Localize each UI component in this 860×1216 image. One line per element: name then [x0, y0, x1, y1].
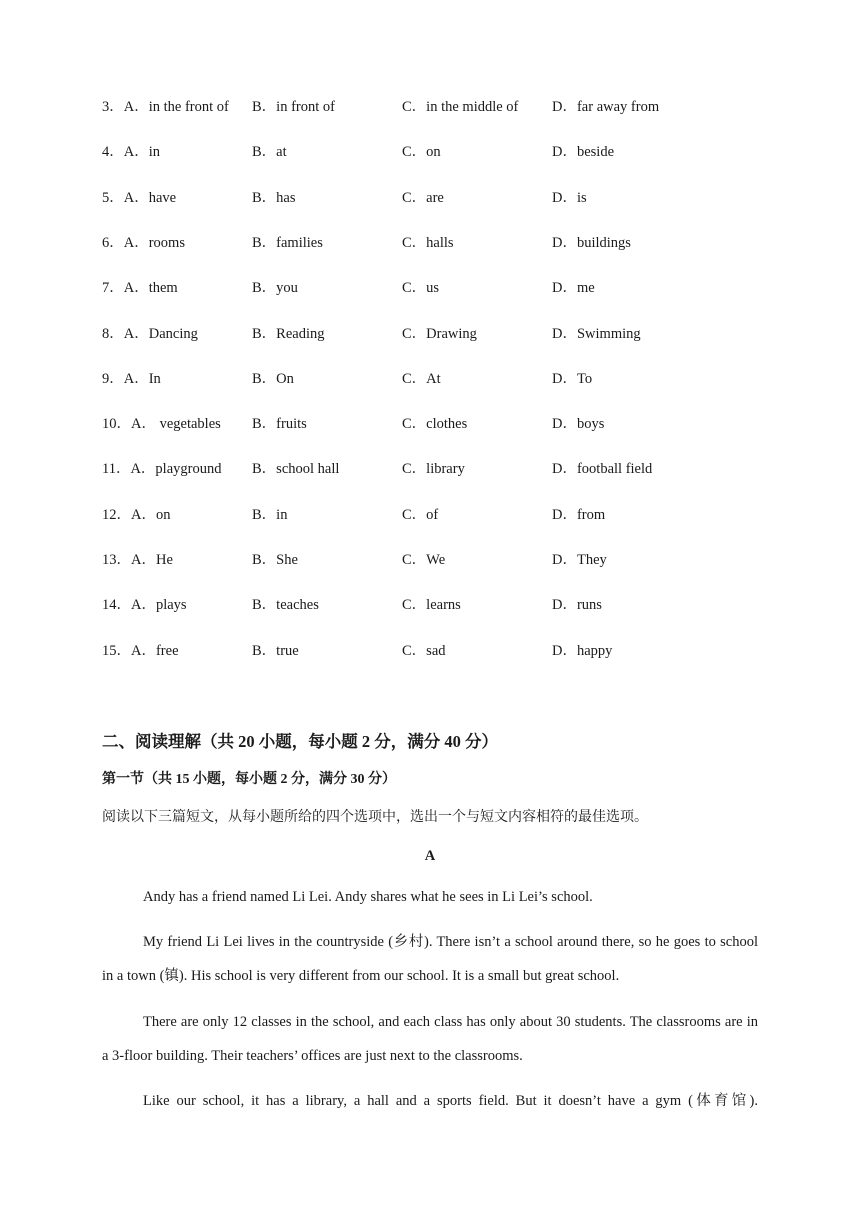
option-a: 13．A．He — [102, 552, 173, 568]
option-b: B．you — [252, 280, 298, 297]
option-b: B．families — [252, 234, 323, 251]
option-c: C．halls — [402, 234, 454, 251]
option-b: B．She — [252, 552, 298, 568]
option-row — [0, 233, 760, 253]
option-a: 9．A．In — [102, 370, 161, 387]
option-b: B．teaches — [252, 597, 319, 614]
option-a: 3．A．in the front of — [102, 99, 229, 115]
option-d: D．far away from — [552, 99, 660, 115]
option-d: D．football field — [552, 461, 653, 478]
option-d: D．happy — [552, 642, 613, 659]
passage-label: A — [424, 848, 436, 864]
option-c: C．clothes — [402, 416, 468, 433]
option-row — [0, 278, 760, 298]
paragraph-4: Like our school, it has a library, a hall and a sports field. But it doesn’t have a gym (体育馆). — [143, 1093, 758, 1109]
paragraph-2: My friend Li Lei lives in the countryside (乡村). There isn’t a school around there, so he goes to school in a town (镇). His school is very different from our school. It is a small but great school. — [102, 934, 758, 984]
option-d: D．runs — [552, 597, 602, 614]
option-d: D．Swimming — [552, 325, 641, 342]
option-a: 5．A．have — [102, 189, 177, 206]
option-b: B．at — [252, 144, 287, 161]
paragraph-3: There are only 12 classes in the school, and each class has only about 30 students. The classrooms are in a 3-floor building. Their teachers’ offices are just next to the classrooms. — [102, 1014, 758, 1064]
option-c: C．on — [402, 144, 441, 161]
option-d: D．me — [552, 280, 595, 297]
option-c: C．of — [402, 506, 439, 523]
option-b: B．has — [252, 189, 296, 206]
option-a: 4．A．in — [102, 144, 160, 161]
section-title: 二、阅读理解（共 20 小题，每小题 2 分，满分 40 分） — [102, 732, 498, 751]
option-c: C．At — [402, 370, 441, 387]
option-row — [0, 595, 760, 615]
option-row — [0, 550, 760, 570]
option-a: 7．A．them — [102, 280, 178, 297]
option-b: B．fruits — [252, 416, 307, 433]
option-c: C．We — [402, 552, 446, 568]
option-a: 11．A．playground — [102, 461, 222, 478]
option-d: D．They — [552, 552, 607, 568]
option-c: C．are — [402, 189, 444, 206]
instruction-text: 阅读以下三篇短文，从每小题所给的四个选项中，选出一个与短文内容相符的最佳选项。 — [102, 810, 648, 825]
option-d: D．is — [552, 189, 587, 206]
option-d: D．beside — [552, 144, 615, 161]
option-d: D．To — [552, 370, 593, 387]
option-b: B．in front of — [252, 99, 335, 115]
option-c: C．in the middle of — [402, 99, 519, 115]
option-b: B．Reading — [252, 325, 325, 342]
option-row — [0, 459, 760, 479]
option-b: B．On — [252, 370, 294, 387]
option-c: C．us — [402, 280, 440, 297]
option-b: B．school hall — [252, 461, 340, 478]
option-b: B．in — [252, 506, 288, 523]
option-d: D．boys — [552, 416, 605, 433]
option-row — [0, 188, 760, 208]
option-a: 12．A．on — [102, 506, 171, 523]
option-row — [0, 142, 760, 162]
option-c: C．learns — [402, 597, 461, 614]
option-a: 10．A． vegetables — [102, 416, 221, 433]
option-a: 6．A．rooms — [102, 234, 185, 251]
option-row — [0, 641, 760, 661]
option-row — [0, 505, 760, 525]
option-a: 15．A．free — [102, 642, 179, 659]
option-c: C．sad — [402, 642, 446, 659]
option-a: 8．A．Dancing — [102, 325, 198, 342]
option-a: 14．A．plays — [102, 597, 187, 614]
option-c: C．Drawing — [402, 325, 477, 342]
option-row — [0, 369, 760, 389]
option-b: B．true — [252, 642, 299, 659]
option-row — [0, 97, 760, 117]
paragraph-1: Andy has a friend named Li Lei. Andy shares what he sees in Li Lei’s school. — [143, 889, 593, 905]
option-d: D．from — [552, 506, 606, 523]
option-row — [0, 414, 760, 434]
option-c: C．library — [402, 461, 465, 478]
option-d: D．buildings — [552, 234, 631, 251]
option-row — [0, 324, 760, 344]
subsection-title: 第一节（共 15 小题，每小题 2 分，满分 30 分） — [102, 772, 396, 787]
